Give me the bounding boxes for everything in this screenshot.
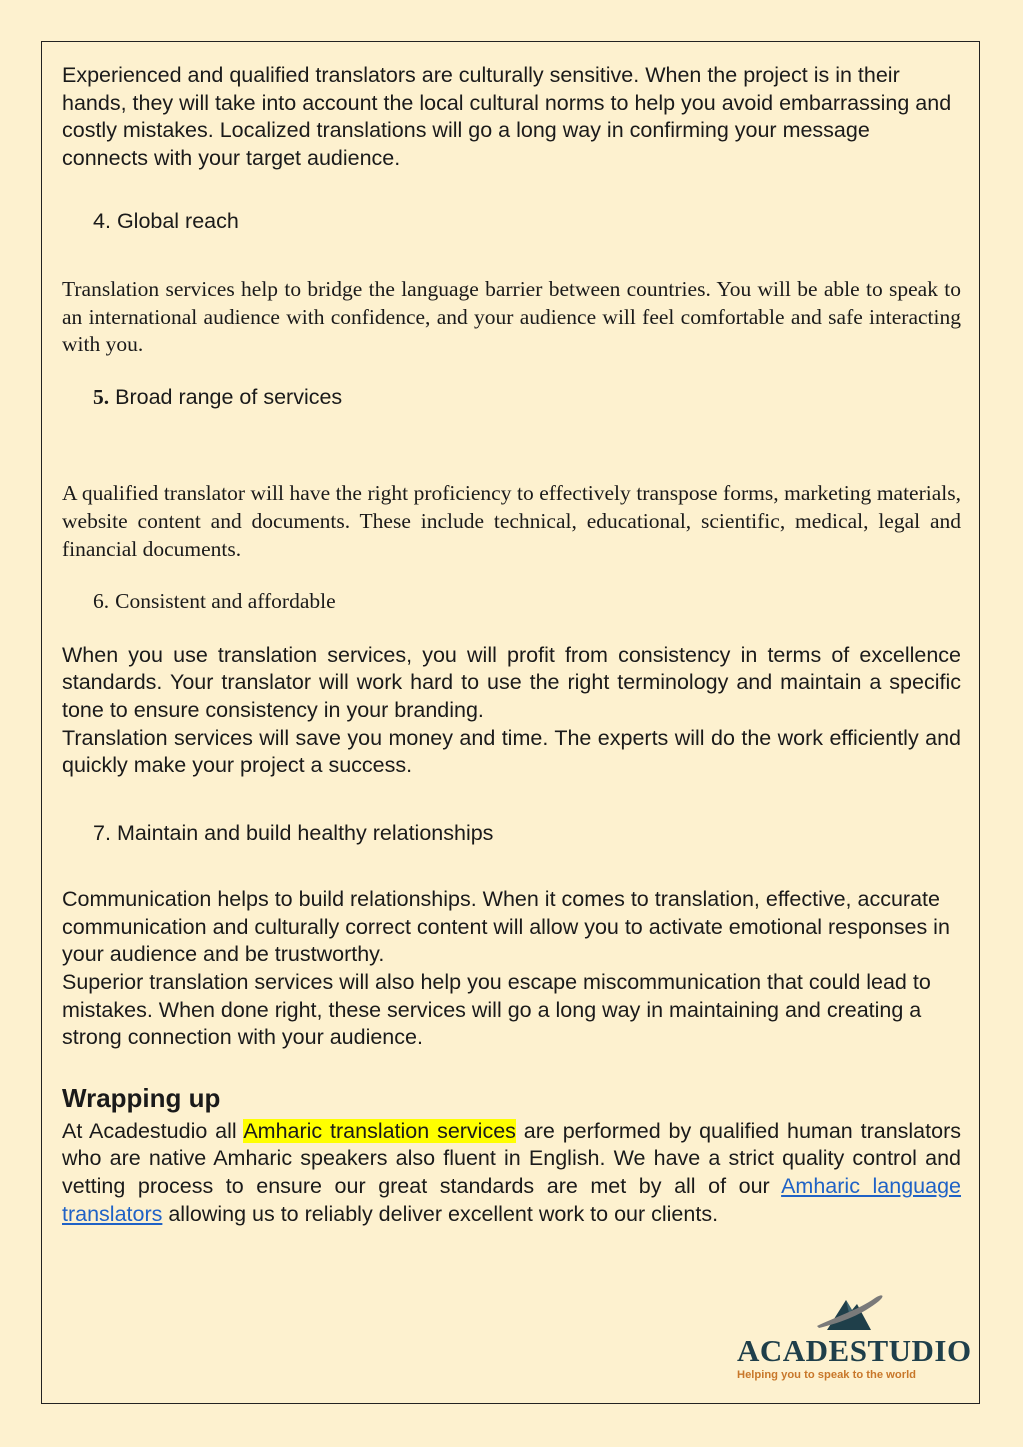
intro-paragraph: Experienced and qualified translators are culturally sensitive. When the project is in their hands, they will take into account the local cultural norms to help you avoid embarrassing and costly mistakes. Localized translations will go a long way in confirming your message connects with your target audience. [62, 63, 952, 170]
mountain-swoosh-icon [733, 1288, 963, 1338]
section-5-title: Broad range of services [115, 384, 343, 409]
section-6-body-2: Translation services will save you money and time. The experts will do the work efficiently and quickly make your project a success. [62, 725, 961, 778]
section-7-title: Maintain and build healthy relationships [116, 820, 494, 845]
logo-wordmark: ACADESTUDIO [737, 1333, 972, 1368]
section-4-number: 4. [93, 209, 111, 234]
wrapping-up-heading: Wrapping up [62, 1082, 221, 1113]
section-7-number: 7. [93, 820, 111, 845]
wrapping-text-before: At Acadestudio all [62, 1118, 244, 1143]
acadestudio-logo [733, 1288, 972, 1384]
section-6-body-1: When you use translation services, you will profit from consistency in terms of excellence standards. Your translator will work hard to use the right terminology and maintain a specific tone to ensure consistency in your branding. [62, 642, 961, 722]
wrapping-up-paragraph [62, 1118, 961, 1228]
highlighted-service-text: Amharic translation services [243, 1118, 516, 1143]
section-4-body: Translation services help to bridge the language barrier between countries. You will be able to speak to an international audience with confidence, and your audience will feel comfortable and safe interacting with you. [62, 276, 961, 357]
section-7-body-2: Superior translation services will also help you escape miscommunication that could lead to mistakes. When done right, these services will go a long way in maintaining and creating a strong connection with your audience. [62, 970, 931, 1050]
section-6-heading [62, 588, 961, 616]
section-4-title: Global reach [116, 209, 239, 234]
section-7-heading [62, 820, 961, 848]
section-5-body: A qualified translator will have the right proficiency to effectively transpose forms, marketing materials, website content and documents. These include technical, educational, scientific, medical, legal and financial documents. [62, 481, 961, 561]
section-4-heading [62, 208, 961, 236]
document-content [62, 62, 961, 1228]
wrapping-text-middle: are performed by qualified human translators who are native Amharic speakers also fluent in English. We have a strict quality control and vetting process to ensure our great standards are met by all of our [62, 1118, 961, 1199]
amharic-translators-link[interactable]: Amharic language translators [62, 1174, 961, 1226]
section-5-number: 5. [93, 384, 110, 409]
section-6-title: Consistent and affordable [115, 589, 336, 614]
section-7-body-1: Communication helps to build relationships. When it comes to translation, effective, accurate communication and culturally correct content will allow you to activate emotional responses in your audience and be trustworthy. [62, 887, 950, 967]
section-5-heading [62, 384, 961, 412]
logo-tagline: Helping you to speak to the world [737, 1369, 917, 1381]
section-6-number: 6. [93, 589, 110, 614]
wrapping-text-after: allowing us to reliably deliver excellent work to our clients. [162, 1201, 719, 1226]
